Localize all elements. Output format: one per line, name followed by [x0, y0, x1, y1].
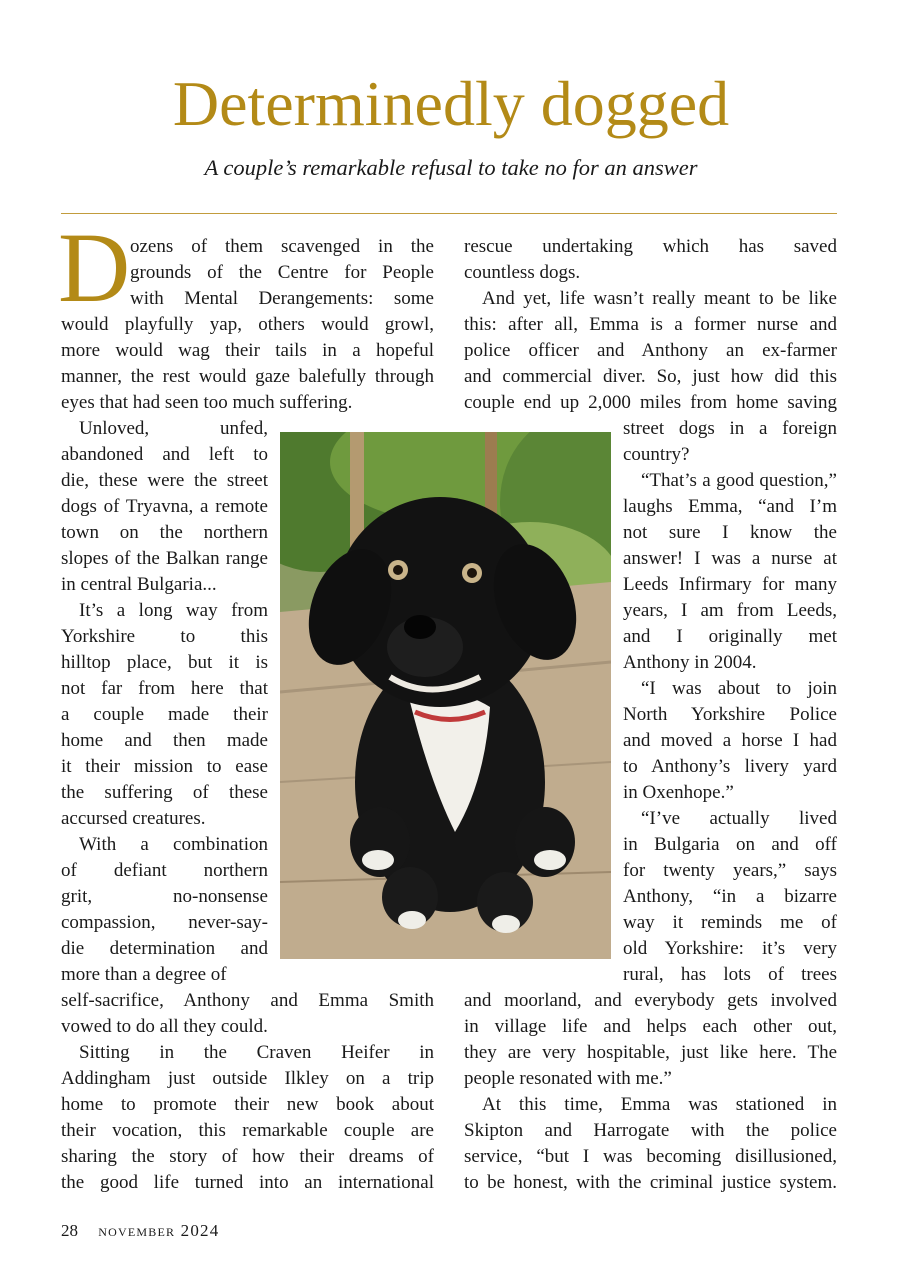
text-line: people resonated with me.” [464, 1068, 672, 1089]
text-line: a couple made their [61, 704, 268, 725]
text-line: Yorkshire to this [61, 626, 268, 647]
text-line: And yet, life wasn’t really meant to be like [482, 288, 837, 309]
text-line: eyes that had seen too much suffering. [61, 392, 353, 413]
text-line: It’s a long way from [79, 600, 268, 621]
page-number: 28 [61, 1221, 78, 1240]
text-line: die, these were the street [61, 470, 268, 491]
page-footer [61, 1220, 219, 1242]
text-line: rural, has lots of trees [623, 964, 837, 985]
text-line: in village life and helps each other out, [464, 1016, 837, 1037]
text-line: manner, the rest would gaze balefully through [61, 366, 434, 387]
text-line: the suffering of these [61, 782, 268, 803]
text-line: and moorland, and everybody gets involved [464, 990, 837, 1011]
text-line: home to promote their new book about [61, 1094, 434, 1115]
text-line: “That’s a good question,” [641, 470, 837, 491]
text-line: slopes of the Balkan range [61, 548, 268, 569]
text-line: self-sacrifice, Anthony and Emma Smith [61, 990, 434, 1011]
text-line: town on the northern [61, 522, 268, 543]
text-line: vowed to do all they could. [61, 1016, 268, 1037]
text-line: would playfully yap, others would growl, [61, 314, 434, 335]
text-line: years, I am from Leeds, [623, 600, 837, 621]
issue-date: november 2024 [98, 1221, 220, 1240]
text-line: not far from here that [61, 678, 268, 699]
puppy-photo [280, 432, 611, 959]
text-line: hilltop place, but it is [61, 652, 268, 673]
text-line: and I originally met [623, 626, 837, 647]
text-line: Sitting in the Craven Heifer in [79, 1042, 434, 1063]
title-divider [61, 213, 837, 214]
text-line: to be honest, with the criminal justice system. [464, 1172, 837, 1193]
puppy-illustration [280, 432, 611, 959]
text-line: grit, no-nonsense [61, 886, 268, 907]
text-line: with Mental Derangements: some [130, 288, 434, 309]
text-line: countless dogs. [464, 262, 581, 283]
text-line: more than a degree of [61, 964, 227, 985]
text-line: Addingham just outside Ilkley on a trip [61, 1068, 434, 1089]
text-line: in Bulgaria on and off [623, 834, 837, 855]
text-line: service, “but I was becoming disillusioned, [464, 1146, 837, 1167]
text-line: North Yorkshire Police [623, 704, 837, 725]
text-line: rescue undertaking which has saved [464, 236, 837, 257]
text-line: grounds of the Centre for People [130, 262, 434, 283]
text-line: Unloved, unfed, [79, 418, 268, 439]
article-title: Determinedly dogged [172, 68, 730, 139]
text-line: not sure I know the [623, 522, 837, 543]
text-line: Anthony in 2004. [623, 652, 757, 673]
text-line: they are very hospitable, just like here. The [464, 1042, 837, 1063]
text-line: old Yorkshire: it’s very [623, 938, 837, 959]
text-line: couple end up 2,000 miles from home saving [464, 392, 837, 413]
text-line: police officer and Anthony an ex-farmer [464, 340, 837, 361]
text-line: country? [623, 444, 690, 465]
text-line: Leeds Infirmary for many [623, 574, 837, 595]
text-line: dogs of Tryavna, a remote [61, 496, 268, 517]
text-line: home and then made [61, 730, 268, 751]
text-line: street dogs in a foreign [623, 418, 837, 439]
text-line: in central Bulgaria... [61, 574, 217, 595]
article-subtitle: A couple’s remarkable refusal to take no for an answer [204, 155, 698, 180]
text-line: way it reminds me of [623, 912, 837, 933]
text-line: for twenty years,” says [623, 860, 837, 881]
text-line: their vocation, this remarkable couple are [61, 1120, 434, 1141]
text-line: Skipton and Harrogate with the police [464, 1120, 837, 1141]
text-line: to Anthony’s livery yard [623, 756, 837, 777]
text-line: At this time, Emma was stationed in [482, 1094, 837, 1115]
text-line: in Oxenhope.” [623, 782, 734, 803]
drop-cap: D [58, 212, 131, 323]
text-line: Anthony, “in a bizarre [623, 886, 837, 907]
text-line: “I’ve actually lived [641, 808, 837, 829]
text-line: accursed creatures. [61, 808, 206, 829]
text-line: answer! I was a nurse at [623, 548, 837, 569]
text-line: abandoned and left to [61, 444, 268, 465]
text-line: sharing the story of how their dreams of [61, 1146, 434, 1167]
text-line: more would wag their tails in a hopeful [61, 340, 434, 361]
text-line: “I was about to join [641, 678, 837, 699]
text-line: it their mission to ease [61, 756, 268, 777]
text-line: With a combination [79, 834, 268, 855]
text-line: compassion, never-say- [61, 912, 268, 933]
text-line: and moved a horse I had [623, 730, 837, 751]
text-line: ozens of them scavenged in the [130, 236, 434, 257]
text-line: laughs Emma, “and I’m [623, 496, 837, 517]
text-line: the good life turned into an international [61, 1172, 434, 1193]
text-line: this: after all, Emma is a former nurse and [464, 314, 837, 335]
text-line: and commercial diver. So, just how did this [464, 366, 837, 387]
text-line: of defiant northern [61, 860, 268, 881]
text-line: die determination and [61, 938, 268, 959]
